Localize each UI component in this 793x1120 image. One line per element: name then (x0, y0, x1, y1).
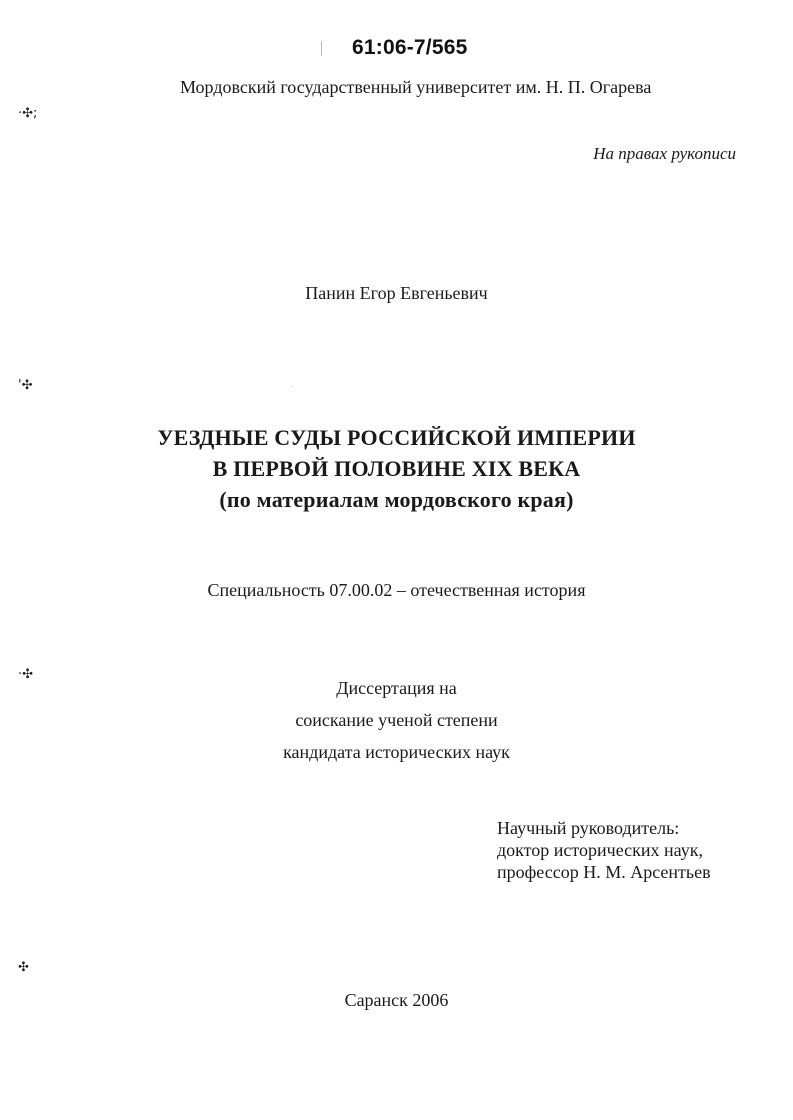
speciality-line: Специальность 07.00.02 – отечественная история (207, 580, 586, 600)
scan-speck (291, 386, 292, 387)
scan-artifact-icon: ·✣ (18, 667, 34, 682)
advisor-line-1: Научный руководитель: (497, 818, 680, 838)
university-name: Мордовский государственный университет им. Н. П. Огарева (180, 77, 652, 97)
title-line-1: УЕЗДНЫЕ СУДЫ РОССИЙСКОЙ ИМПЕРИИ (157, 425, 636, 450)
scan-mark-tick (321, 41, 322, 56)
place-and-year: Саранск 2006 (344, 990, 449, 1010)
archive-cipher: 61:06-7/565 (352, 36, 468, 59)
title-line-3: (по материалам мордовского края) (219, 487, 574, 512)
dissertation-line-1: Диссертация на (336, 678, 457, 698)
scan-artifact-icon: ·✣; (18, 106, 38, 121)
advisor-line-2: доктор исторических наук, (497, 840, 703, 860)
manuscript-rights-note: На правах рукописи (593, 144, 736, 163)
advisor-line-3: профессор Н. М. Арсентьев (497, 862, 711, 882)
title-line-2: В ПЕРВОЙ ПОЛОВИНЕ XIX ВЕКА (212, 456, 581, 481)
scan-artifact-icon: '✣ (18, 378, 33, 393)
scan-artifact-icon: ✣ (18, 960, 29, 975)
author-name: Панин Егор Евгеньевич (305, 283, 488, 303)
dissertation-line-3: кандидата исторических наук (283, 742, 510, 762)
dissertation-line-2: соискание ученой степени (295, 710, 498, 730)
